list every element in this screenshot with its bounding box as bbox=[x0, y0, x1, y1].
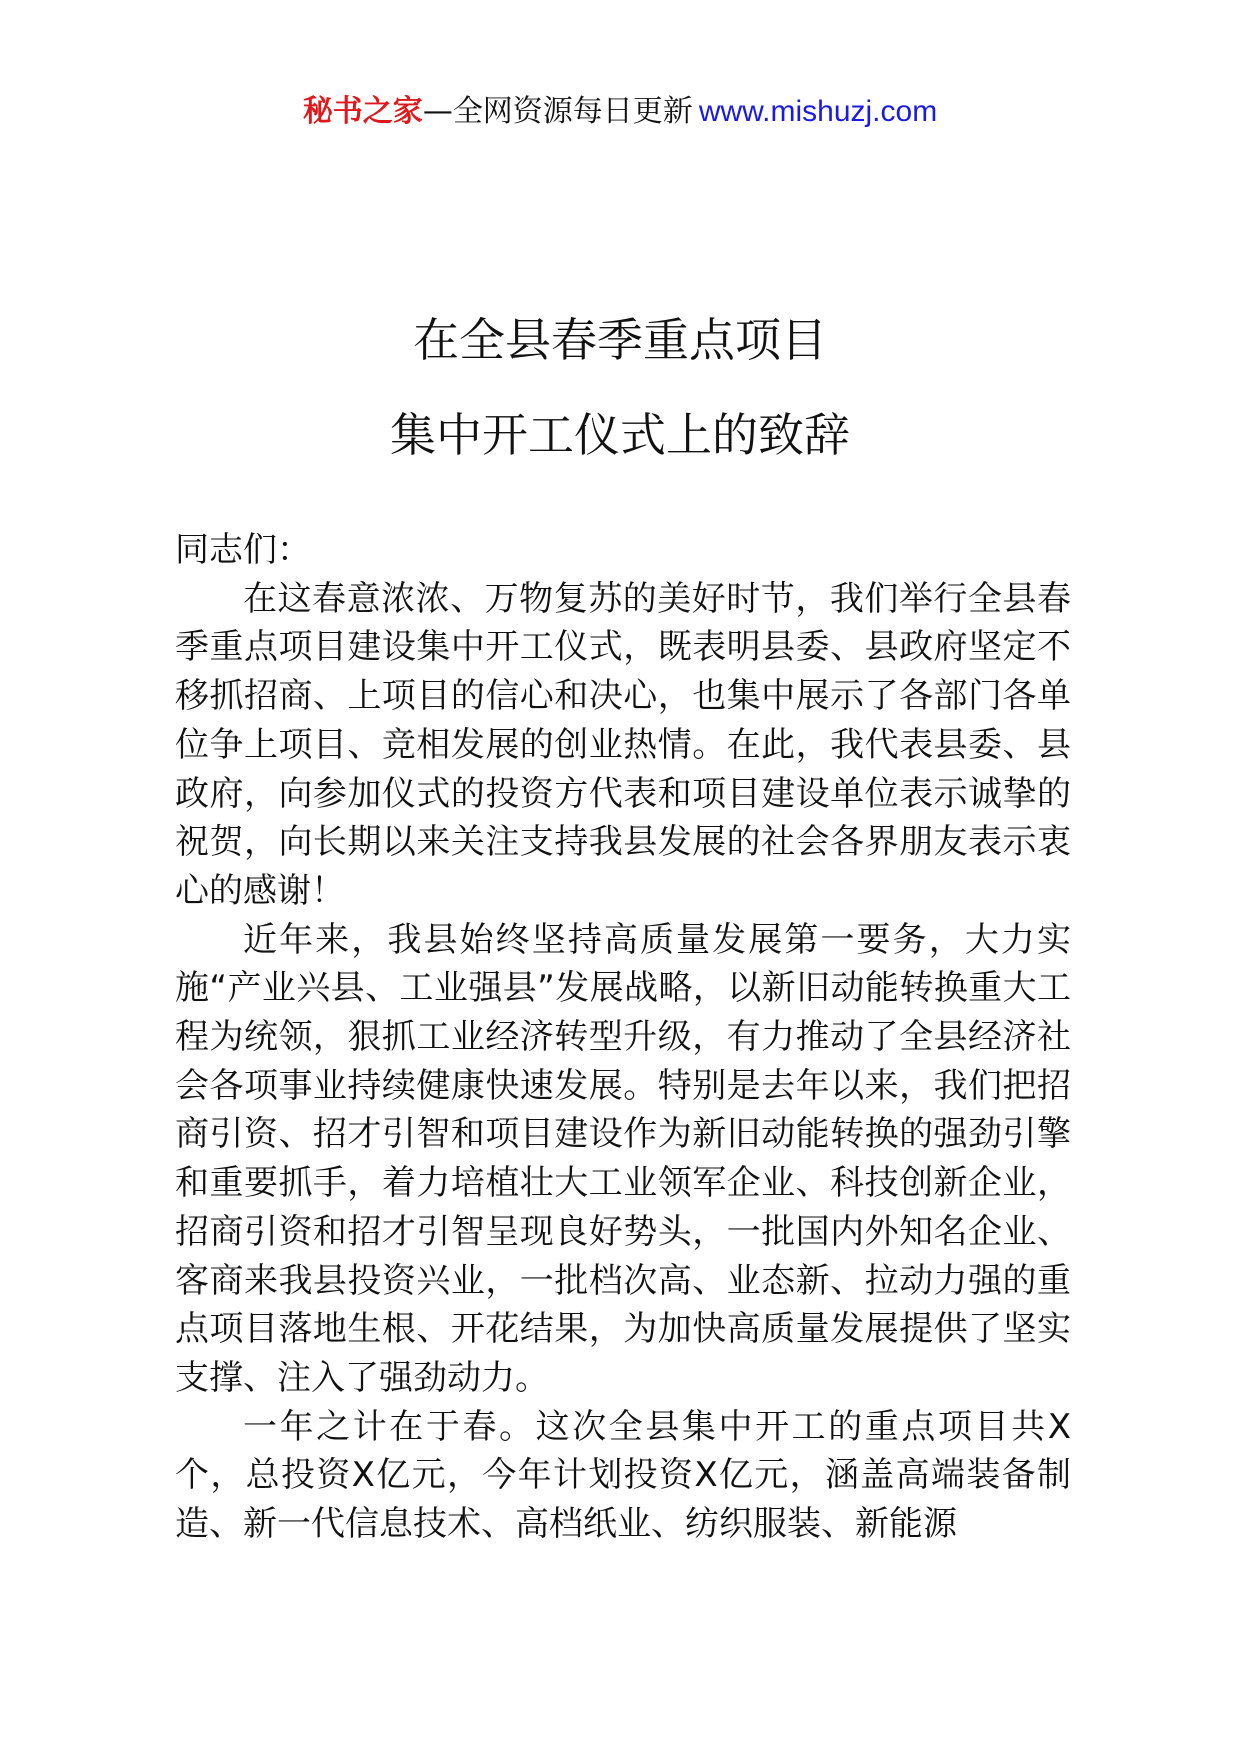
document-title-line-1: 在全县春季重点项目 bbox=[413, 313, 827, 367]
paragraph-1: 在这春意浓浓、万物复苏的美好时节，我们举行全县春季重点项目建设集中开工仪式，既表明县委、县政府坚定不移抓招商、上项目的信心和决心，也集中展示了各部门各单位争上项目、竞相发展的创业热情。在此，我代表县委、县政府，向参加仪式的投资方代表和项目建设单位表示诚挚的祝贺，向长期以来关注支持我县发展的社会各界朋友表示衷心的感谢！ bbox=[175, 578, 1071, 911]
document-title-line-2: 集中开工仪式上的致辞 bbox=[390, 408, 850, 462]
document-body bbox=[175, 526, 1071, 1549]
salutation: 同志们： bbox=[175, 530, 311, 570]
site-url-link[interactable]: www.mishuzj.com bbox=[698, 95, 938, 128]
paragraph-3: 一年之计在于春。这次全县集中开工的重点项目共X个，总投资X亿元，今年计划投资X亿元，涵盖高端装备制造、新一代信息技术、高档纸业、纺织服装、新能源 bbox=[175, 1406, 1071, 1545]
header-tagline: —全网资源每日更新 bbox=[422, 94, 693, 129]
paragraph-2: 近年来，我县始终坚持高质量发展第一要务，大力实施“产业兴县、工业强县”发展战略，以新旧动能转换重大工程为统领，狠抓工业经济转型升级，有力推动了全县经济社会各项事业持续健康快速发展。特别是去年以来，我们把招商引资、招才引智和项目建设作为新旧动能转换的强劲引擎和重要抓手，着力培植壮大工业领军企业、科技创新企业，招商引资和招才引智呈现良好势头，一批国内外知名企业、客商来我县投资兴业，一批档次高、业态新、拉动力强的重点项目落地生根、开花结果，为加快高质量发展提供了坚实支撑、注入了强劲动力。 bbox=[175, 919, 1071, 1398]
site-header bbox=[0, 92, 1240, 132]
brand-name: 秘书之家 bbox=[302, 94, 423, 129]
